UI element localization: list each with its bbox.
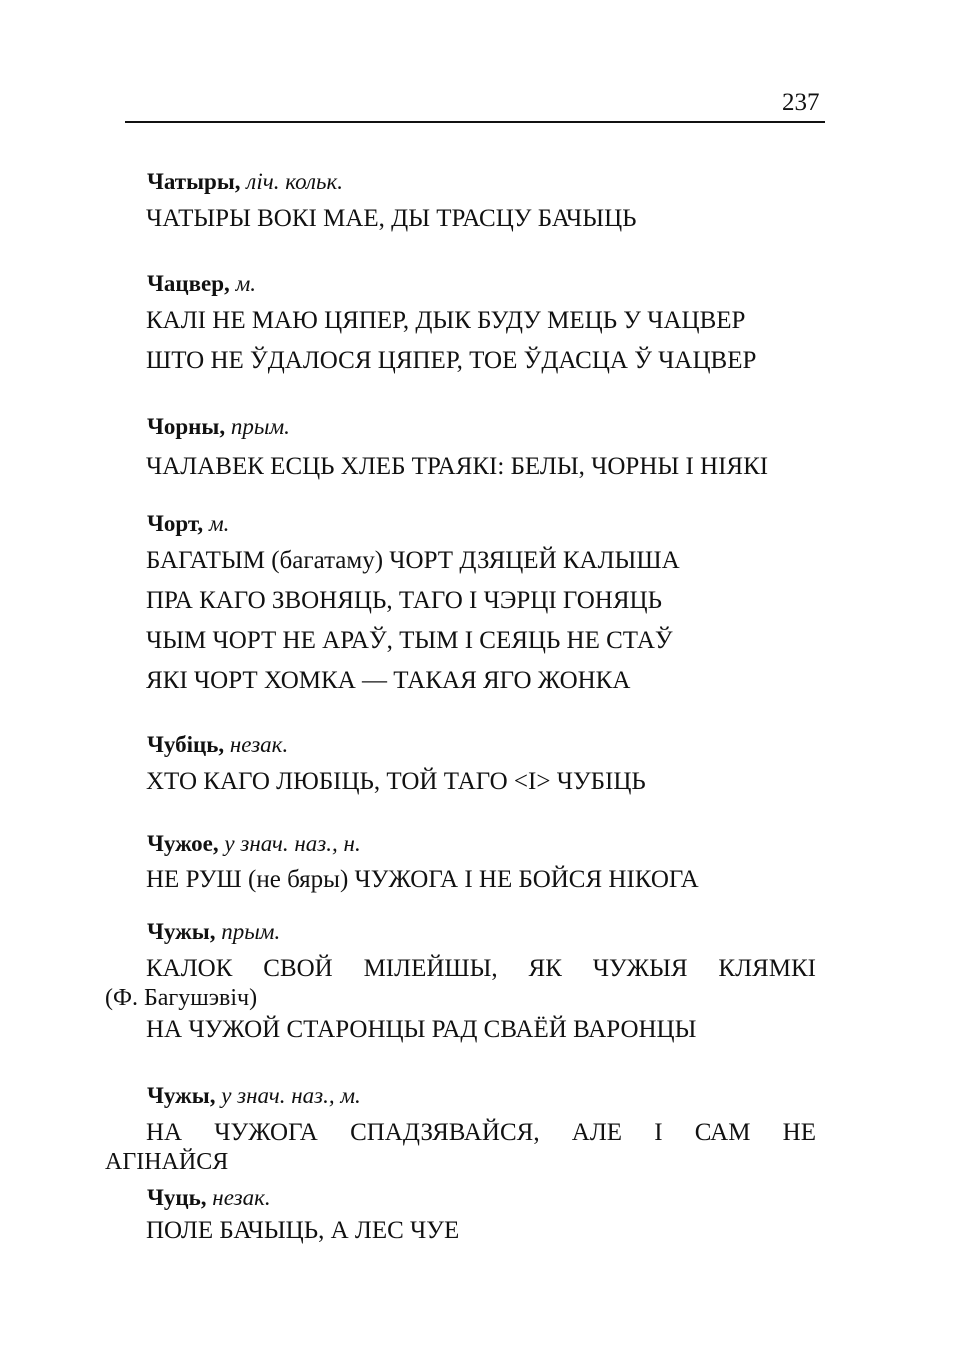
headword: Чацвер, (147, 271, 230, 296)
headword-line (147, 413, 290, 441)
proverb-line: КАЛІ НЕ МАЮ ЦЯПЕР, ДЫК БУДУ МЕЦЬ У ЧАЦВЕР (146, 307, 746, 334)
headword: Чужы, (147, 1083, 216, 1108)
headword: Чубіць, (147, 732, 225, 757)
word: НЕ (782, 1119, 816, 1146)
proverb-line: ХТО КАГО ЛЮБІЦЬ, ТОЙ ТАГО <І> ЧУБІЦЬ (146, 768, 646, 795)
grammar-label: незак. (229, 732, 289, 757)
headword: Чужы, (147, 919, 216, 944)
headword-line (147, 1082, 361, 1110)
headword-line (147, 1184, 271, 1212)
proverb-line: ЧЫМ ЧОРТ НЕ АРАЎ, ТЫМ І СЕЯЦЬ НЕ СТАЎ (146, 627, 673, 654)
proverb-line: ЯКІ ЧОРТ ХОМКА — ТАКАЯ ЯГО ЖОНКА (146, 667, 631, 694)
headword-line (147, 270, 256, 298)
word: І (654, 1119, 663, 1146)
word: СВОЙ (263, 955, 333, 982)
headword-line (147, 168, 343, 196)
headword: Чужое, (147, 831, 219, 856)
proverb-line: ПРА КАГО ЗВОНЯЦЬ, ТАГО І ЧЭРЦІ ГОНЯЦЬ (146, 587, 662, 614)
headword-line (147, 510, 229, 538)
headword: Чорт, (147, 511, 204, 536)
grammar-label: незак. (212, 1185, 271, 1210)
grammar-label: у знач. наз., н. (224, 831, 361, 856)
headword-line (147, 918, 280, 946)
grammar-label: м. (208, 511, 230, 536)
header-rule (125, 121, 825, 123)
grammar-label: у знач. наз., м. (221, 1083, 361, 1108)
grammar-label: ліч. кольк. (246, 169, 344, 194)
word: МІЛЕЙШЫ, (363, 955, 498, 982)
attribution-line: (Ф. Багушэвіч) (105, 985, 258, 1011)
grammar-label: прым. (230, 414, 290, 439)
proverb-line: ЧАЛАВЕК ЕСЦЬ ХЛЕБ ТРАЯКІ: БЕЛЫ, ЧОРНЫ І НІЯКІ (146, 453, 769, 480)
continuation-line: АГІНАЙСЯ (105, 1149, 229, 1175)
grammar-label: прым. (221, 919, 281, 944)
proverb-line: НА ЧУЖОЙ СТАРОНЦЫ РАД СВАЁЙ ВАРОНЦЫ (146, 1016, 697, 1043)
headword: Чатыры, (147, 169, 241, 194)
word: СПАДЗЯВАЙСЯ, (350, 1119, 540, 1146)
page-number: 237 (782, 89, 820, 116)
proverb-line: БАГАТЫМ (багатаму) ЧОРТ ДЗЯЦЕЙ КАЛЫША (146, 547, 680, 574)
grammar-label: м. (235, 271, 256, 296)
word: ЧУЖОГА (214, 1119, 318, 1146)
word: ЧУЖЫЯ (592, 955, 688, 982)
word: НА (146, 1119, 183, 1146)
proverb-line: ЧАТЫРЫ ВОКІ МАЕ, ДЫ ТРАСЦУ БАЧЫЦЬ (146, 205, 637, 232)
justified-proverb-line (146, 954, 816, 984)
headword-line (147, 830, 361, 858)
proverb-line: ШТО НЕ ЎДАЛОСЯ ЦЯПЕР, ТОЕ ЎДАСЦА Ў ЧАЦВЕР (146, 347, 757, 374)
justified-proverb-line (146, 1118, 816, 1148)
headword: Чорны, (147, 414, 226, 439)
word: КЛЯМКІ (718, 955, 816, 982)
headword-line (147, 731, 288, 759)
proverb-line: НЕ РУШ (не бяры) ЧУЖОГА І НЕ БОЙСЯ НІКОГА (146, 866, 699, 893)
proverb-line: ПОЛЕ БАЧЫЦЬ, А ЛЕС ЧУЕ (146, 1217, 460, 1244)
headword: Чуць, (147, 1185, 207, 1210)
word: ЯК (528, 955, 562, 982)
word: САМ (694, 1119, 751, 1146)
word: КАЛОК (146, 955, 233, 982)
word: АЛЕ (571, 1119, 623, 1146)
